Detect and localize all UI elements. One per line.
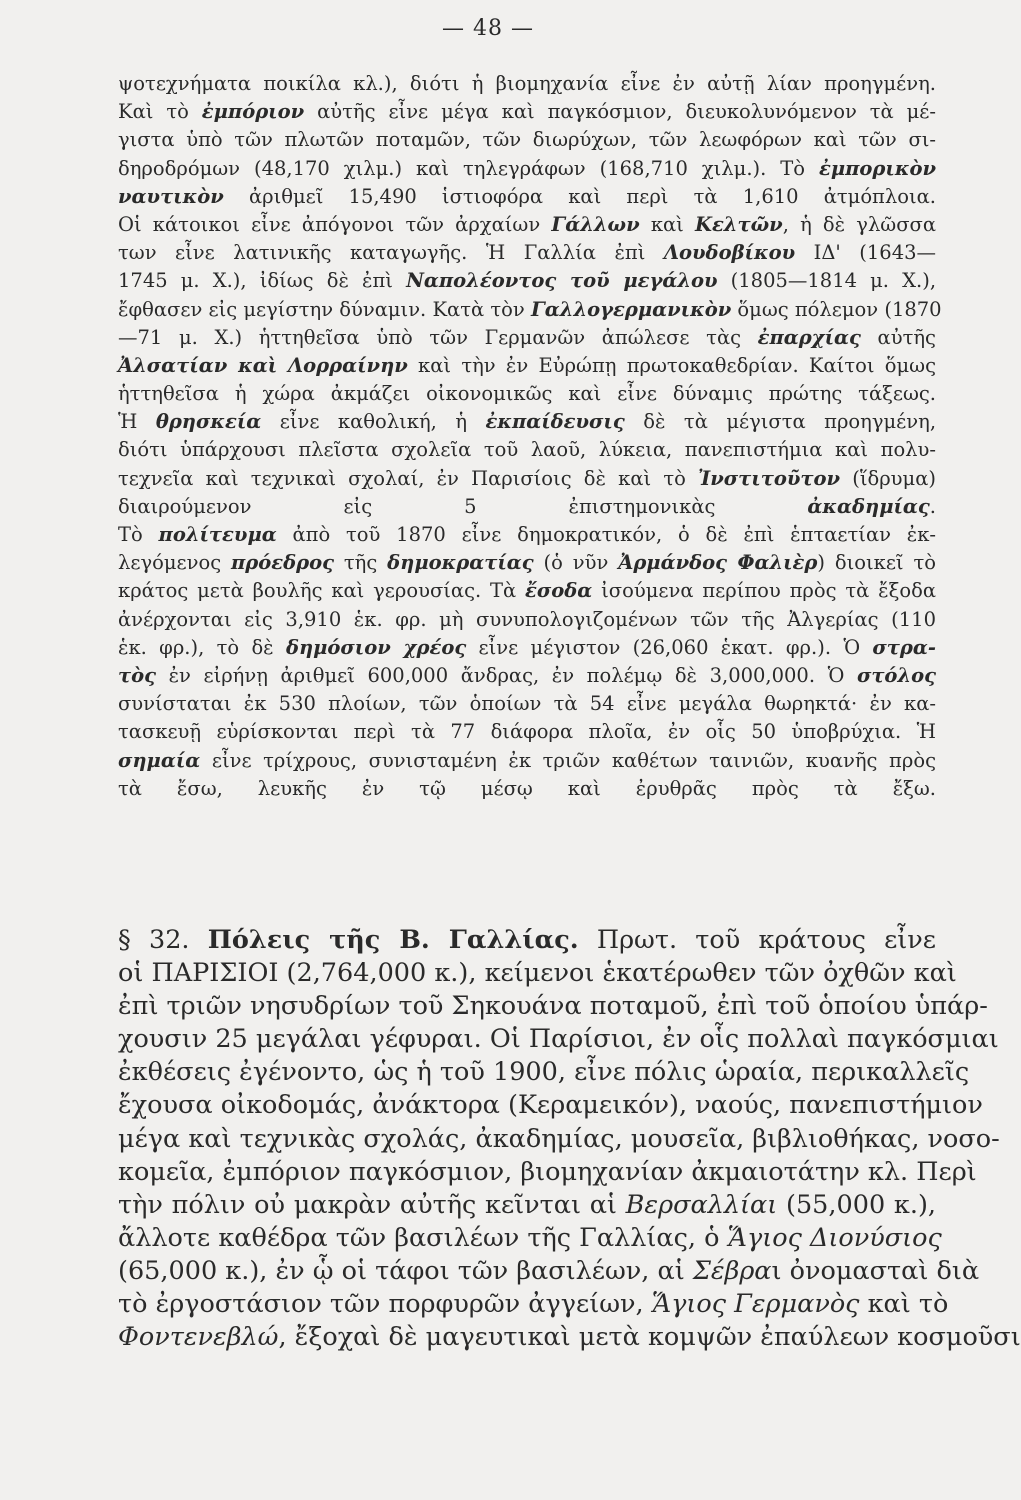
text-line — [118, 1222, 942, 1255]
text-run: 1745 μ. Χ.), ἰδίως δὲ ἐπὶ — [118, 269, 407, 293]
text-line — [118, 549, 936, 577]
text-line — [118, 521, 936, 549]
body-text-large — [118, 924, 1021, 1354]
emphasized-text: πολίτευμα — [158, 523, 277, 546]
emphasized-text: Φοντενεβλώ — [118, 1322, 279, 1353]
text-line — [118, 606, 936, 634]
text-run: συνίσταται ἐκ 530 πλοίων, τῶν ὁποίων τὰ 54 εἶνε μεγάλα θωρηκτά· ἐν κα- — [118, 692, 936, 716]
text-run: διότι ὑπάρχουσι πλεῖστα σχολεῖα τοῦ λαοῦ, λύκεια, πανεπιστήμια καὶ πολυ- — [118, 438, 936, 462]
text-run: Ἡ — [118, 410, 156, 434]
emphasized-text: δημόσιον χρέος — [285, 635, 467, 659]
text-line — [118, 211, 936, 239]
text-line — [118, 183, 936, 211]
text-line — [118, 296, 942, 324]
text-run: διαιρούμενον εἰς 5 ἐπιστημονικὰς — [118, 494, 808, 518]
text-run: εἶνε τρίχρους, συνισταμένη ἐκ τριῶν καθέτων ταινιῶν, κυανῆς πρὸς — [200, 748, 936, 772]
text-run: αὐτῆς — [860, 325, 936, 349]
emphasized-text: στόλος — [856, 663, 936, 687]
text-run: τεχνεῖα καὶ τεχνικαὶ σχολαί, ἐν Παρισίοις δὲ καὶ τὸ — [118, 466, 699, 490]
text-line — [118, 408, 936, 436]
text-run: μέγα καὶ τεχνικὰς σχολάς, ἀκαδημίας, μουσεῖα, βιβλιοθήκας, νοσο- — [118, 1123, 1000, 1154]
text-line — [118, 155, 936, 183]
emphasized-text: ἐπαρχίας — [757, 325, 861, 349]
text-run: ὅμως πόλεμον (1870 — [731, 297, 942, 321]
emphasized-text: Κελτῶν — [695, 212, 783, 236]
text-run: , ἡ δὲ γλῶσσα — [782, 212, 936, 236]
text-run: (1805—1814 μ. Χ.), — [717, 269, 937, 293]
emphasized-text: Βερσαλλίαι — [625, 1189, 778, 1220]
text-run: οἱ ΠΑΡΙΣΙΟΙ (2,764,000 κ.), κείμενοι ἑκατέρωθεν τῶν ὀχθῶν καὶ — [118, 958, 957, 989]
text-run: των εἶνε λατινικῆς καταγωγῆς. Ἡ Γαλλία ἐπὶ — [118, 241, 664, 265]
text-run: κομεῖα, ἐμπόριον παγκόσμιον, βιομηχανίαν ἀκμαιοτάτην κλ. Περὶ — [118, 1156, 977, 1187]
text-run: καὶ — [639, 212, 695, 236]
text-run: χουσιν 25 μεγάλαι γέφυραι. Οἱ Παρίσιοι, ἐν οἷς πολλαὶ παγκόσμιαι — [118, 1024, 999, 1055]
text-run: εἶνε μέγιστον (26,060 ἑκατ. φρ.). Ὁ — [466, 635, 873, 659]
emphasized-text: θρησκεία — [155, 410, 262, 434]
text-line — [118, 1123, 1000, 1156]
emphasized-text: Ἀλσατίαν καὶ Λορραίνην — [118, 353, 408, 377]
text-line — [118, 1321, 1021, 1354]
emphasized-text: Γαλλογερμανικὸν — [530, 297, 732, 321]
text-run: ἀριθμεῖ 15,490 ἱστιοφόρα καὶ περὶ τὰ 1,610 ἀτμόπλοια. — [223, 184, 936, 208]
text-run: ἐκθέσεις ἐγένοντο, ὡς ἡ τοῦ 1900, εἶνε πόλις ὡραία, περικαλλεῖς — [118, 1057, 970, 1088]
text-line — [118, 690, 936, 718]
text-run: (ἵδρυμα) — [840, 466, 936, 490]
text-run: ΙΔ' (1643— — [795, 241, 937, 265]
emphasized-text: δημοκρατίας — [387, 551, 534, 575]
text-line — [118, 1023, 999, 1056]
text-line — [118, 98, 936, 126]
text-run: —71 μ. Χ.) ἡττηθεῖσα ὑπὸ τῶν Γερμανῶν ἀπώλεσε τὰς — [118, 325, 758, 349]
text-line — [118, 324, 936, 352]
text-run: ἔχουσα οἰκοδομάς, ἀνάκτορα (Κεραμεικόν), ναούς, πανεπιστήμιον — [118, 1090, 983, 1121]
text-line — [118, 70, 936, 98]
text-run: Οἱ κάτοικοι εἶνε ἀπόγονοι τῶν ἀρχαίων — [118, 212, 552, 236]
emphasized-text: πρόεδρος — [231, 551, 334, 575]
text-run: (65,000 κ.), ἐν ᾧ οἱ τάφοι τῶν βασιλέων, αἱ — [118, 1255, 693, 1286]
emphasized-text: ἔσοδα — [525, 579, 593, 603]
emphasized-text: Γάλλων — [551, 212, 640, 236]
text-line — [118, 990, 988, 1023]
text-run: Πρωτ. τοῦ κράτους εἶνε — [578, 925, 937, 955]
emphasized-text: ἐμπορικὸν — [819, 156, 936, 180]
text-line — [118, 1089, 983, 1122]
text-line — [118, 577, 936, 605]
text-line — [118, 352, 936, 380]
emphasized-text: ἐμπόριον — [201, 100, 305, 124]
text-line — [118, 957, 957, 990]
text-run: εἶνε καθολική, ἡ — [261, 410, 486, 434]
text-line — [118, 1189, 936, 1222]
text-run: δηροδρόμων (48,170 χιλμ.) καὶ τηλεγράφων (168,710 χιλμ.). Τὸ — [118, 156, 820, 180]
text-run: Καὶ τὸ — [118, 100, 202, 124]
emphasized-text: Ἰνστιτοῦτον — [698, 466, 841, 490]
text-line — [118, 775, 936, 803]
body-text-small — [118, 70, 942, 803]
text-line — [118, 1255, 980, 1288]
text-run: , ἔξοχαὶ δὲ μαγευτικαὶ μετὰ κομψῶν ἐπαύλεων κοσμοῦσι — [278, 1322, 1021, 1353]
text-run: Τὸ — [118, 523, 159, 546]
text-line — [118, 718, 936, 746]
emphasized-text: ἐκπαίδευσις — [485, 410, 625, 434]
text-run: ἄλλοτε καθέδρα τῶν βασιλέων τῆς Γαλλίας, ὁ — [118, 1222, 728, 1253]
text-run: ἀπὸ τοῦ 1870 εἶνε δημοκρατικόν, ὁ δὲ ἐπὶ ἑπταετίαν ἐκ- — [276, 523, 936, 546]
text-line — [118, 1156, 977, 1189]
text-run: καὶ τὸ — [859, 1289, 949, 1320]
text-line — [118, 1056, 970, 1089]
text-run: ) διοικεῖ τὸ — [817, 551, 936, 575]
text-run: (55,000 κ.), — [777, 1189, 937, 1220]
text-run: § 32. — [118, 925, 208, 955]
emphasized-text: Ἅγιος Διονύσιος — [727, 1222, 942, 1253]
text-run: λεγόμενος — [118, 551, 232, 575]
text-run: ἰσούμενα περίπου πρὸς τὰ ἔξοδα — [592, 579, 936, 603]
text-run: ἐπὶ τριῶν νησυδρίων τοῦ Σηκουάνα ποταμοῦ, ἐπὶ τοῦ ὁποίου ὑπάρ- — [118, 991, 988, 1022]
emphasized-text: σημαία — [118, 748, 201, 772]
text-run: ἡττηθεῖσα ἡ χώρα ἀκμάζει οἰκονομικῶς καὶ εἶνε δύναμις πρώτης τάξεως. — [118, 382, 936, 406]
text-line — [118, 380, 936, 408]
text-line — [118, 1288, 949, 1321]
emphasized-text: Ἅγιος Γερμανὸς — [651, 1289, 860, 1320]
text-line — [118, 924, 936, 957]
text-run: καὶ τὴν ἐν Εὐρώπῃ πρωτοκαθεδρίαν. Καίτοι ὅμως — [407, 353, 936, 377]
emphasized-text: τὸς — [118, 663, 157, 687]
emphasized-text: στρα- — [872, 635, 936, 659]
text-run: τῆς — [334, 551, 388, 575]
text-run: (ὁ νῦν — [533, 551, 619, 575]
text-run: ἐν εἰρήνῃ ἀριθμεῖ 600,000 ἄνδρας, ἐν πολέμῳ δὲ 3,000,000. Ὁ — [156, 663, 857, 687]
text-run: ἀνέρχονται εἰς 3,910 ἑκ. φρ. μὴ συνυπολογιζομένων τῶν τῆς Ἀλγερίας (110 — [118, 607, 936, 631]
text-line — [118, 493, 936, 521]
text-line — [118, 239, 936, 267]
text-line — [118, 747, 936, 775]
text-run: τασκευῇ εὑρίσκονται περὶ τὰ 77 διάφορα πλοῖα, ἐν οἷς 50 ὑποβρύχια. Ἡ — [118, 720, 936, 744]
emphasized-text: Ἀρμάνδος Φαλιὲρ — [618, 551, 818, 575]
emphasized-text: Σέβρα — [692, 1255, 772, 1286]
text-run: ψοτεχνήματα ποικίλα κλ.), διότι ἡ βιομηχανία εἶνε ἐν αὐτῇ λίαν προηγμένη. — [118, 72, 936, 95]
emphasized-text: Λουδοβίκου — [663, 241, 796, 265]
text-run: κράτος μετὰ βουλῆς καὶ γερουσίας. Τὰ — [118, 579, 526, 603]
text-run: δὲ τὰ μέγιστα προηγμένη, — [624, 410, 937, 434]
text-run: ἔφθασεν εἰς μεγίστην δύναμιν. Κατὰ τὸν — [118, 297, 531, 321]
text-run: . — [929, 494, 936, 518]
text-line — [118, 126, 936, 154]
text-run: ἑκ. φρ.), τὸ δὲ — [118, 635, 286, 659]
emphasized-text: ναυτικὸν — [118, 184, 224, 208]
text-line — [118, 436, 936, 464]
text-run: τὰ ἔσω, λευκῆς ἐν τῷ μέσῳ καὶ ἐρυθρᾶς πρὸς τὰ ἔξω. — [118, 776, 936, 800]
emphasized-text: ἀκαδημίας — [807, 494, 930, 518]
text-run: γιστα ὑπὸ τῶν πλωτῶν ποταμῶν, τῶν διωρύχων, τῶν λεωφόρων καὶ τῶν σι- — [118, 128, 936, 152]
text-run: τὸ ἐργοστάσιον τῶν πορφυρῶν ἀγγείων, — [118, 1289, 652, 1320]
page-number: — 48 — — [442, 16, 534, 41]
text-line — [118, 267, 936, 295]
emphasized-text: Πόλεις τῆς Β. Γαλλίας. — [207, 925, 579, 955]
text-run: αὐτῆς εἶνε μέγα καὶ παγκόσμιον, διευκολυνόμενον τὰ μέ- — [304, 100, 936, 124]
text-run: τὴν πόλιν οὐ μακρὰν αὐτῆς κεῖνται αἱ — [118, 1189, 626, 1220]
text-run: ι ὀνομασταὶ διὰ — [771, 1255, 980, 1286]
text-line — [118, 662, 936, 690]
emphasized-text: Ναπολέοντος τοῦ μεγάλου — [406, 269, 718, 293]
text-line — [118, 465, 936, 493]
text-line — [118, 634, 936, 662]
